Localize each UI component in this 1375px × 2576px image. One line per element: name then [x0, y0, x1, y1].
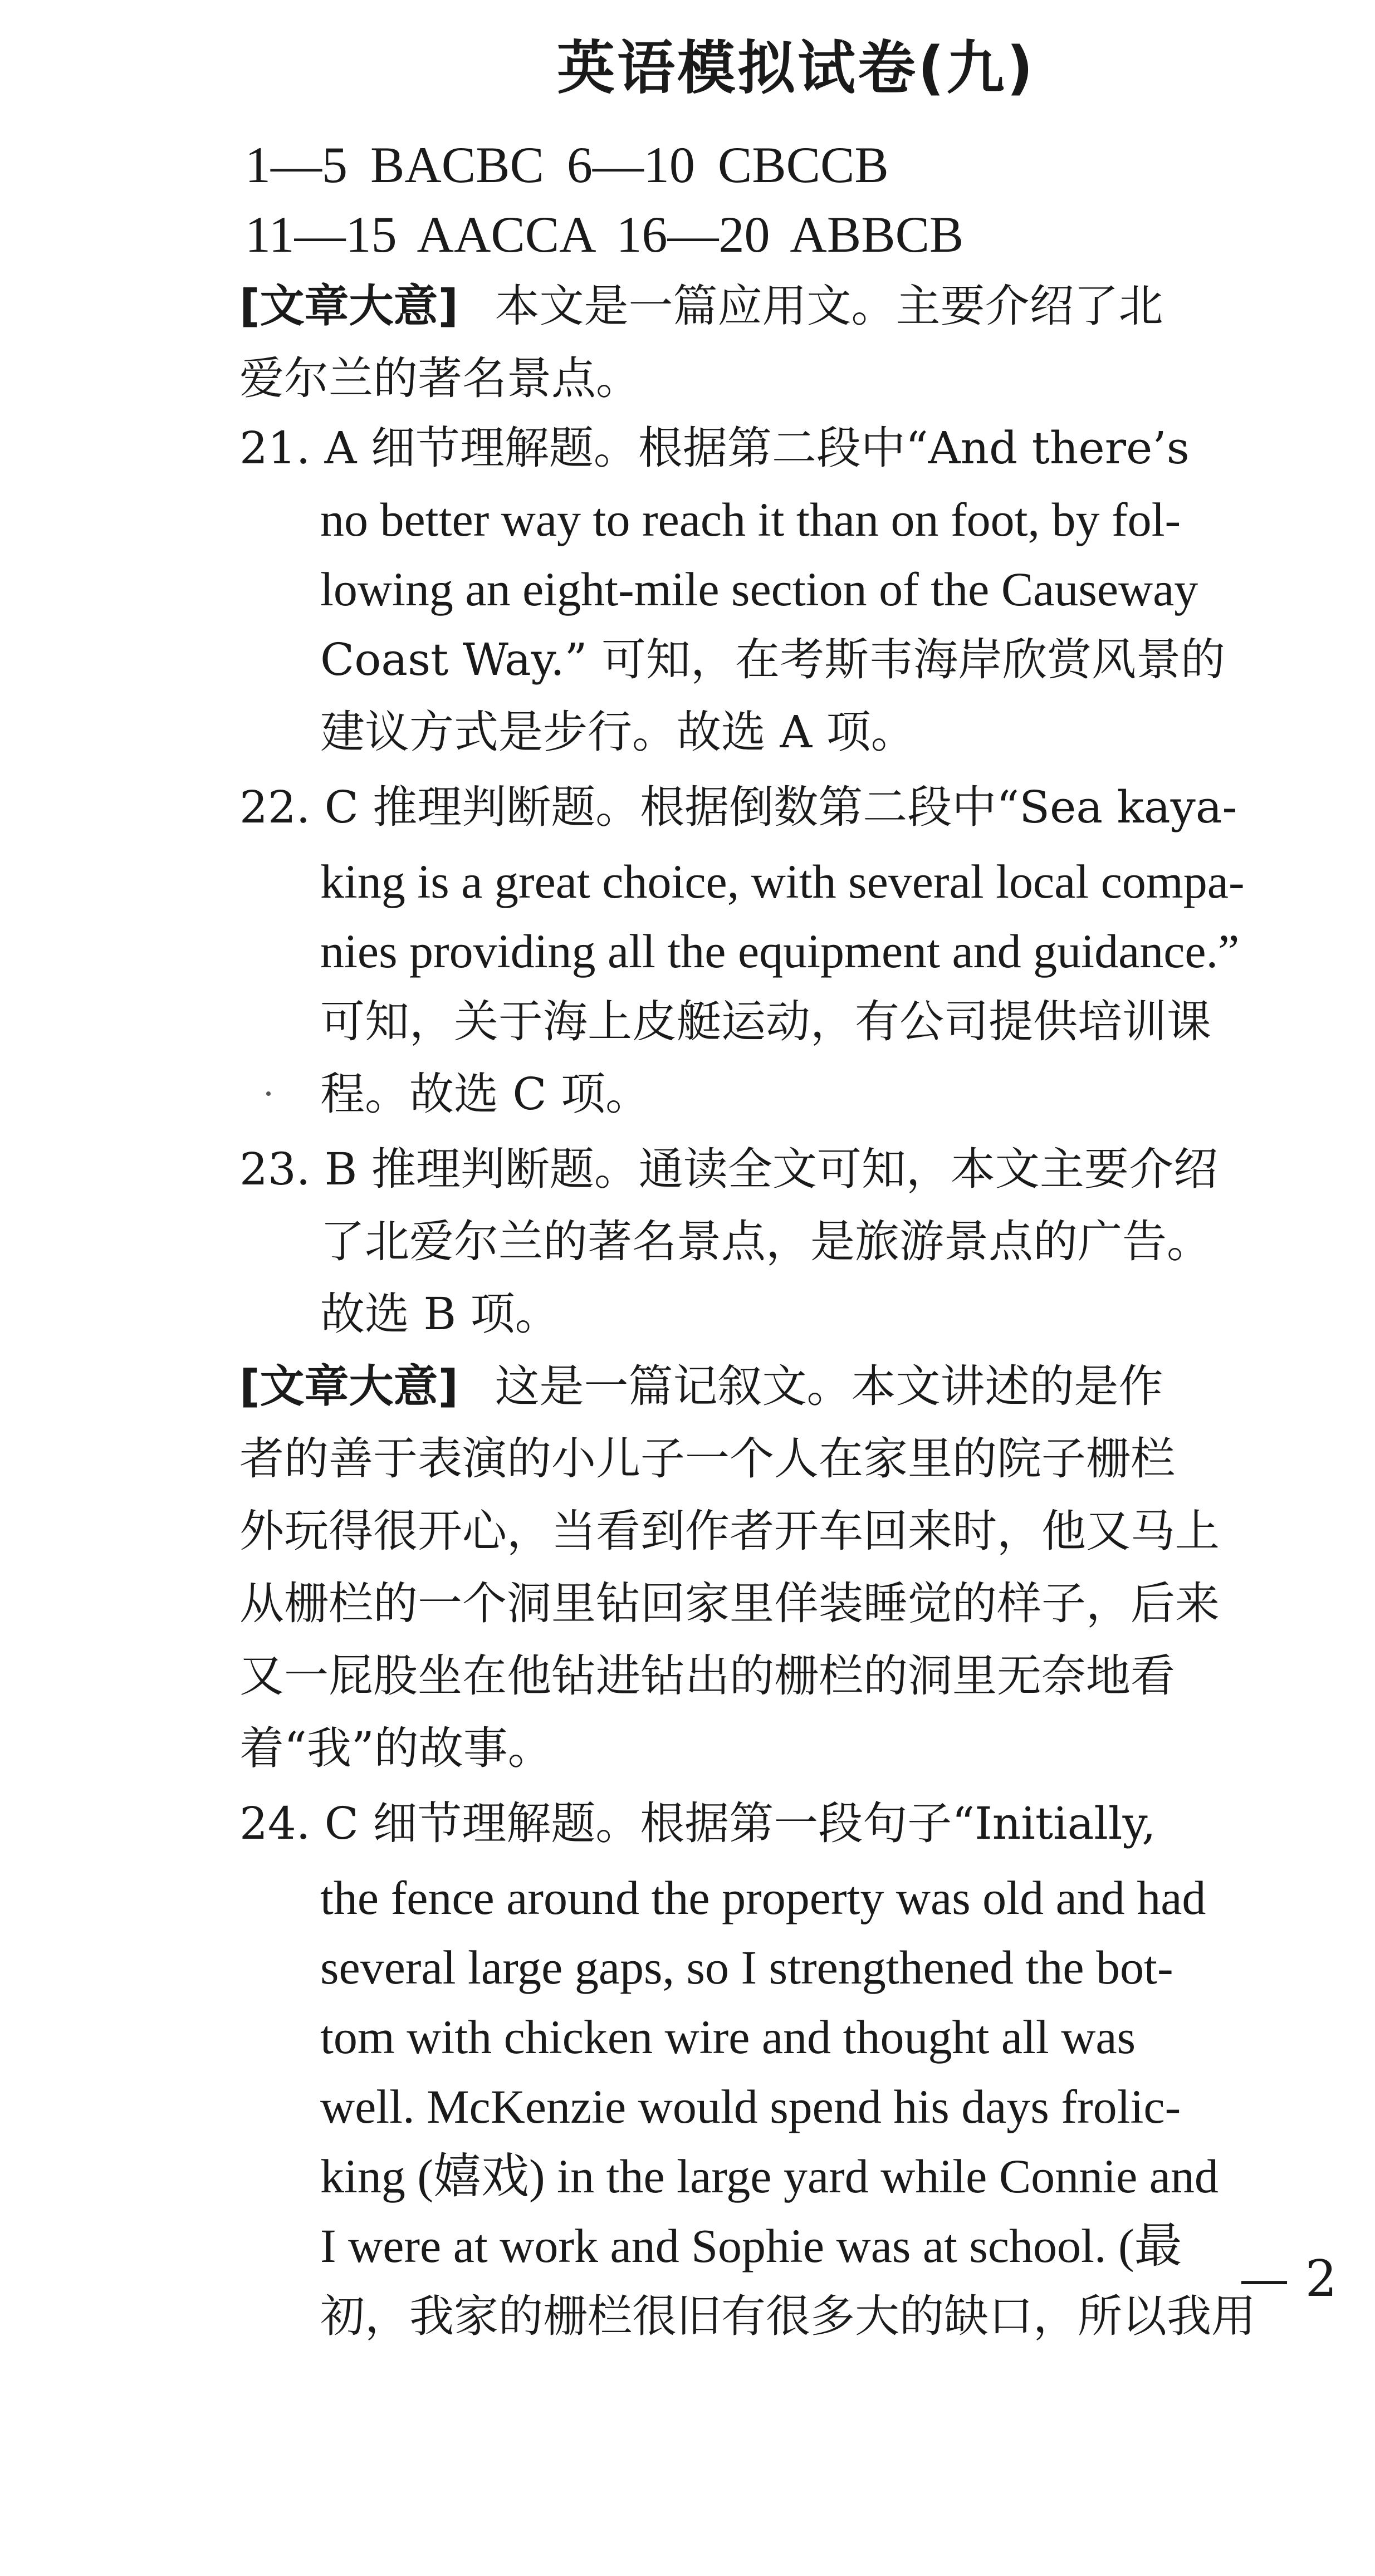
passage2-summary-line-3: 外玩得很开心，当看到作者开车回来时，他又马上 [239, 1505, 1220, 1557]
answer-key-line-1: 1—5 BACBC 6—10 CBCCB [245, 136, 889, 193]
passage1-summary-line-1 [239, 280, 1163, 332]
q24-line-6: king (嬉戏) in the large yard while Connie and [320, 2149, 1219, 2203]
q22-line-4: 可知，关于海上皮艇运动，有公司提供培训课 [320, 996, 1211, 1047]
q24-line-2: the fence around the property was old and had [320, 1871, 1206, 1924]
passage1-summary-line-2: 爱尔兰的著名景点。 [239, 352, 640, 404]
scan-speck [266, 1091, 271, 1096]
q24-line-1: 24. C 细节理解题。根据第一段句子“Initially, [239, 1798, 1156, 1849]
passage2-summary-line-6: 着“我”的故事。 [239, 1722, 552, 1774]
passage2-summary-text-1: 这是一篇记叙文。本文讲述的是作 [495, 1360, 1163, 1412]
q24-line-5: well. McKenzie would spend his days frolic- [320, 2080, 1181, 2133]
passage2-label: [文章大意] [239, 1360, 459, 1412]
q21-line-2: no better way to reach it than on foot, by fol- [320, 493, 1181, 546]
q23-line-3: 故选 B 项。 [320, 1288, 560, 1340]
q23-line-2: 了北爱尔兰的著名景点，是旅游景点的广告。 [320, 1216, 1211, 1267]
passage1-summary-text-1: 本文是一篇应用文。主要介绍了北 [495, 280, 1163, 332]
q24-line-3: several large gaps, so I strengthened the bot- [320, 1941, 1173, 1994]
q24-line-7: I were at work and Sophie was at school. (最 [320, 2219, 1182, 2273]
q21-line-3: lowing an eight-mile section of the Causeway [320, 562, 1198, 616]
q21-line-5: 建议方式是步行。故选 A 项。 [320, 706, 916, 758]
passage2-summary-line-1 [239, 1360, 1163, 1412]
q24-line-8: 初，我家的栅栏很旧有很多大的缺口，所以我用 [320, 2290, 1256, 2342]
passage1-label: [文章大意] [239, 280, 459, 332]
passage2-summary-line-5: 又一屁股坐在他钻进钻出的栅栏的洞里无奈地看 [239, 1650, 1175, 1702]
page-number: — 2 [1239, 2250, 1337, 2308]
q22-line-2: king is a great choice, with several local compa- [320, 855, 1245, 908]
q23-line-1: 23. B 推理判断题。通读全文可知，本文主要介绍 [239, 1143, 1218, 1195]
passage2-summary-line-2: 者的善于表演的小儿子一个人在家里的院子栅栏 [239, 1433, 1175, 1485]
q22-line-5: 程。故选 C 项。 [320, 1068, 650, 1120]
q21-line-1: 21. A 细节理解题。根据第二段中“And there’s [239, 422, 1190, 474]
q24-line-4: tom with chicken wire and thought all was [320, 2010, 1136, 2064]
page-title: 英语模拟试卷(九) [557, 34, 1036, 102]
answer-key-line-2: 11—15 AACCA 16—20 ABBCB [245, 206, 964, 263]
q22-line-1: 22. C 推理判断题。根据倒数第二段中“Sea kaya- [239, 781, 1237, 833]
passage2-summary-line-4: 从栅栏的一个洞里钻回家里佯装睡觉的样子，后来 [239, 1578, 1220, 1629]
q22-line-3: nies providing all the equipment and guidance.” [320, 924, 1240, 978]
q21-line-4: Coast Way.” 可知，在考斯韦海岸欣赏风景的 [320, 634, 1225, 685]
